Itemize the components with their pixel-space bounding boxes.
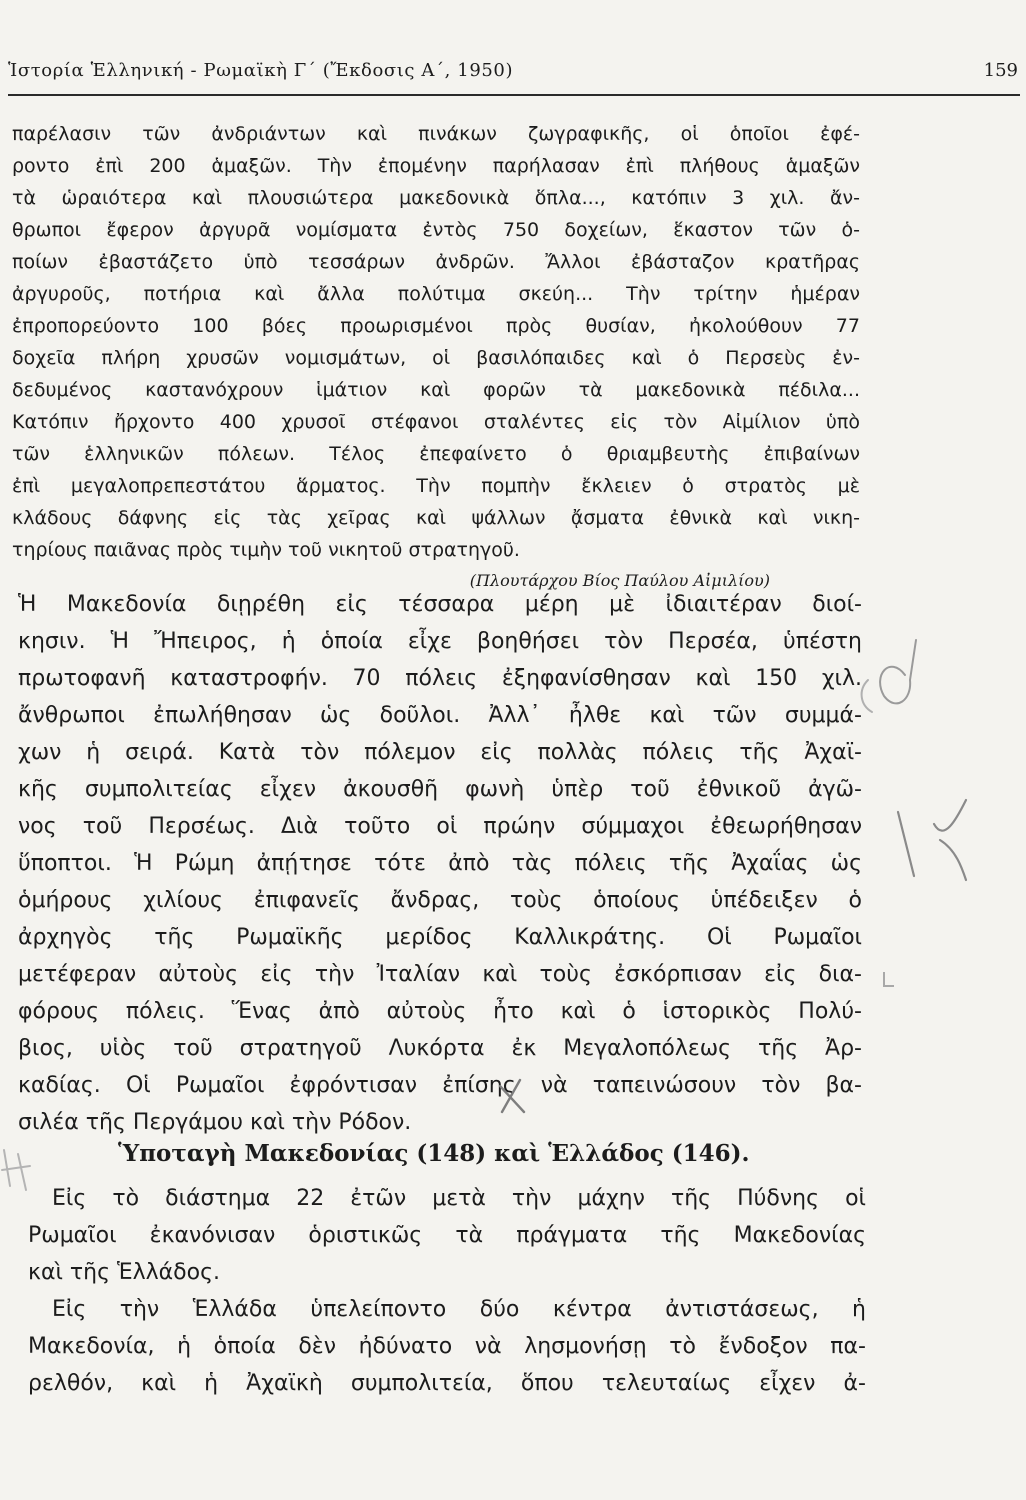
margin-bracket xyxy=(884,972,894,986)
body-line: κησιν. Ἡ Ἤπειρος, ἡ ὁποία εἶχε βοηθήσει τὸν Περσέα, ὑπέστη xyxy=(18,629,862,654)
body-line: ὕποπτοι. Ἡ Ρώμη ἀπῄτησε τότε ἀπὸ τὰς πόλεις τῆς Ἀχαΐας ὡς xyxy=(18,851,862,876)
body-line: καδίας. Οἱ Ρωμαῖοι ἐφρόντισαν ἐπίσης νὰ ταπεινώσουν τὸν βα- xyxy=(18,1073,862,1098)
section-heading: Ὑποταγὴ Μακεδονίας (148) καὶ Ἑλλάδος (146). xyxy=(118,1140,750,1167)
quote-line: κλάδους δάφνης εἰς τὰς χεῖρας καὶ ψάλλων ᾄσματα ἐθνικὰ καὶ νικη- xyxy=(12,507,860,529)
page-number: 159 xyxy=(983,60,1018,81)
quote-line: Κατόπιν ἤρχοντο 400 χρυσοῖ στέφανοι σταλέντες εἰς τὸν Αἰμίλιον ὑπὸ xyxy=(12,411,860,433)
margin-annotation-1k xyxy=(898,800,966,880)
left-margin-mark xyxy=(2,1150,30,1190)
quote-source: (Πλουτάρχου Βίος Παύλου Αἰμιλίου) xyxy=(469,571,770,590)
section-line: Εἰς τὸ διάστημα 22 ἐτῶν μετὰ τὴν μάχην τῆς Πύδνης οἱ xyxy=(52,1186,866,1211)
section-text xyxy=(28,1180,866,1402)
body-line: ἄνθρωποι ἐπωλήθησαν ὡς δοῦλοι. Ἀλλ᾽ ἦλθε καὶ τῶν συμμά- xyxy=(18,703,862,728)
running-head xyxy=(8,60,1018,96)
body-line: Ἡ Μακεδονία διῃρέθη εἰς τέσσαρα μέρη μὲ ἰδιαιτέραν διοί- xyxy=(18,592,862,617)
section-line: ρελθόν, καὶ ἡ Ἀχαϊκὴ συμπολιτεία, ὅπου τελευταίως εἶχεν ἀ- xyxy=(28,1371,866,1396)
quote-line: παρέλασιν τῶν ἀνδριάντων καὶ πινάκων ζωγραφικῆς, οἱ ὁποῖοι ἐφέ- xyxy=(12,123,860,145)
body-line: πρωτοφανῆ καταστροφήν. 70 πόλεις ἐξηφανίσθησαν καὶ 150 χιλ. xyxy=(18,666,862,691)
header-rule xyxy=(8,94,1020,96)
section-line: Ρωμαῖοι ἐκανόνισαν ὁριστικῶς τὰ πράγματα τῆς Μακεδονίας xyxy=(28,1223,866,1248)
quote-line: ἐπὶ μεγαλοπρεπεστάτου ἅρματος. Τὴν πομπὴν ἔκλειεν ὁ στρατὸς μὲ xyxy=(12,475,860,497)
quote-line: ἀργυροῦς, ποτήρια καὶ ἄλλα πολύτιμα σκεύη... Τὴν τρίτην ἡμέραν xyxy=(12,283,860,305)
quote-line: ἐπροπορεύοντο 100 βόες προωρισμένοι πρὸς θυσίαν, ἠκολούθουν 77 xyxy=(12,315,860,337)
body-line: χων ἡ σειρά. Κατὰ τὸν πόλεμον εἰς πολλὰς πόλεις τῆς Ἀχαϊ- xyxy=(18,740,862,765)
section-line: καὶ τῆς Ἑλλάδος. xyxy=(28,1260,221,1285)
body-line: ὁμήρους χιλίους ἐπιφανεῖς ἄνδρας, τοὺς ὁποίους ὑπέδειξεν ὁ xyxy=(18,888,862,913)
body-line: κῆς συμπολιτείας εἶχεν ἀκουσθῆ φωνὴ ὑπὲρ τοῦ ἐθνικοῦ ἀγῶ- xyxy=(18,777,862,802)
body-line: βιος, υἱὸς τοῦ στρατηγοῦ Λυκόρτα ἐκ Μεγαλοπόλεως τῆς Ἀρ- xyxy=(18,1036,862,1061)
margin-scribble-d xyxy=(880,640,916,703)
quote-line: δεδυμένος καστανόχρουν ἱμάτιον καὶ φορῶν τὰ μακεδονικὰ πέδιλα... xyxy=(12,379,860,401)
body-line: μετέφεραν αὐτοὺς εἰς τὴν Ἰταλίαν καὶ τοὺς ἐσκόρπισαν εἰς δια- xyxy=(18,962,862,987)
body-line: νος τοῦ Περσέως. Διὰ τοῦτο οἱ πρώην σύμμαχοι ἐθεωρήθησαν xyxy=(18,814,862,839)
quote-line: ροντο ἐπὶ 200 ἁμαξῶν. Τὴν ἐπομένην παρήλασαν ἐπὶ πλήθους ἁμαξῶν xyxy=(12,155,860,177)
body-line: φόρους πόλεις. Ἕνας ἀπὸ αὐτοὺς ἦτο καὶ ὁ ἱστορικὸς Πολύ- xyxy=(18,999,862,1024)
quote-line: τηρίους παιᾶνας πρὸς τιμὴν τοῦ νικητοῦ στρατηγοῦ. xyxy=(12,539,520,561)
quote-line: θρωποι ἔφερον ἀργυρᾶ νομίσματα ἐντὸς 750 δοχείων, ἕκαστον τῶν ὁ- xyxy=(12,219,860,241)
quote-line: ποίων ἐβαστάζετο ὑπὸ τεσσάρων ἀνδρῶν. Ἄλλοι ἐβάσταζον κρατῆρας xyxy=(12,251,860,273)
running-head-title: Ἱστορία Ἑλληνική - Ρωμαϊκὴ Γ΄ (Ἔκδοσις Α΄, 1950) xyxy=(8,60,514,81)
quote-line: δοχεῖα πλήρη χρυσῶν νομισμάτων, οἱ βασιλόπαιδες καὶ ὁ Περσεὺς ἐν- xyxy=(12,347,860,369)
quote-line: τῶν ἑλληνικῶν πόλεων. Τέλος ἐπεφαίνετο ὁ θριαμβευτὴς ἐπιβαίνων xyxy=(12,443,860,465)
body-line: σιλέα τῆς Περγάμου καὶ τὴν Ρόδον. xyxy=(18,1110,412,1135)
section-line: Μακεδονία, ἡ ὁποία δὲν ἠδύνατο νὰ λησμονήσῃ τὸ ἔνδοξον πα- xyxy=(28,1334,866,1359)
body-line: ἀρχηγὸς τῆς Ρωμαϊκῆς μερίδος Καλλικράτης. Οἱ Ρωμαῖοι xyxy=(18,925,862,950)
main-paragraph xyxy=(18,586,862,1141)
section-line: Εἰς τὴν Ἑλλάδα ὑπελείποντο δύο κέντρα ἀντιστάσεως, ἡ xyxy=(52,1297,866,1322)
margin-scribble-paren xyxy=(862,680,872,712)
quote-line: τὰ ὡραιότερα καὶ πλουσιώτερα μακεδονικὰ ὅπλα..., κατόπιν 3 χιλ. ἄν- xyxy=(12,187,860,209)
quoted-passage xyxy=(12,118,860,596)
